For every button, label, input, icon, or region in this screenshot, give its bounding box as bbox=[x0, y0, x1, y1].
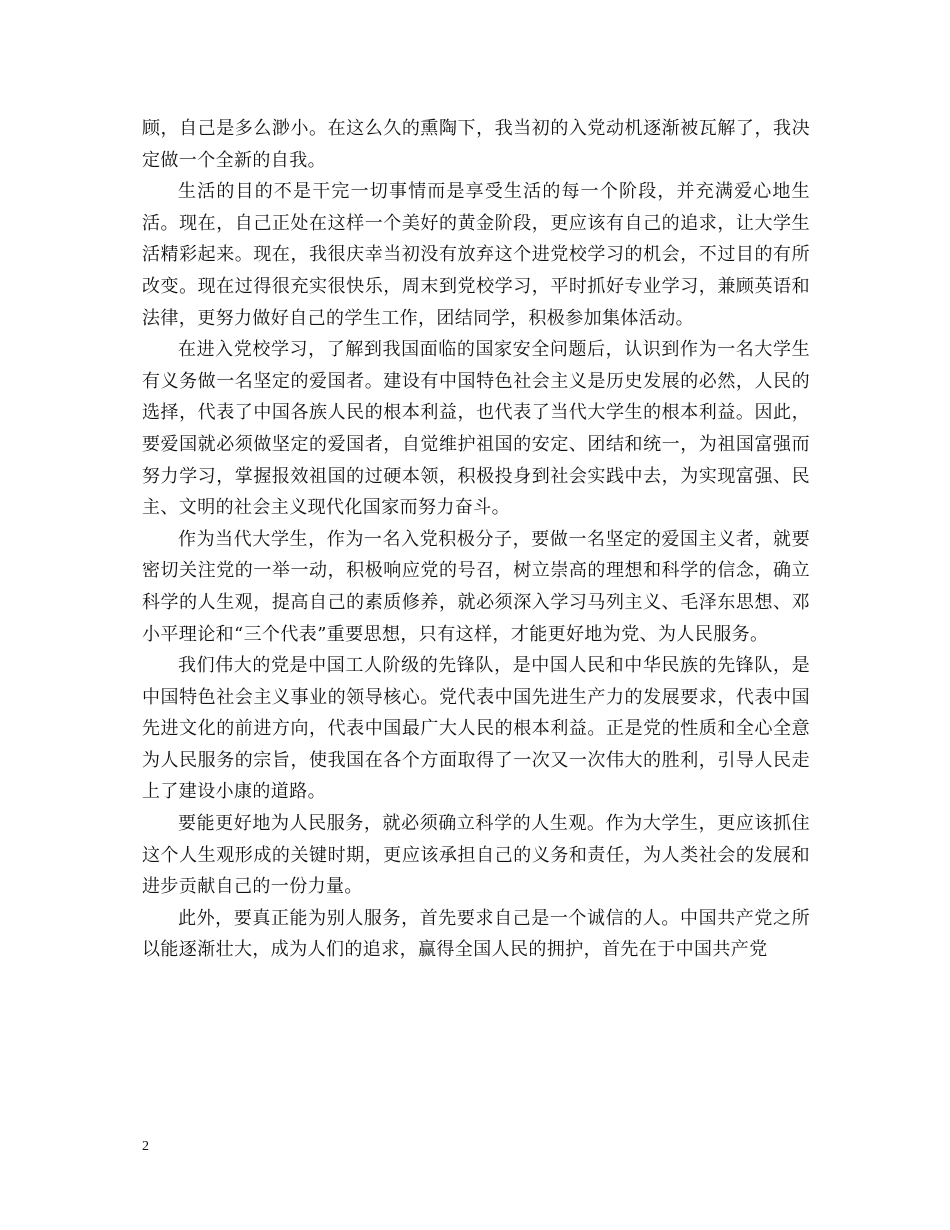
paragraph-6: 要能更好地为人民服务，就必须确立科学的人生观。作为大学生，更应该抓住这个人生观形成的关键时期，更应该承担自己的义务和责任，为人类社会的发展和进步贡献自己的一份力量。 bbox=[142, 813, 810, 898]
paragraph-7: 此外，要真正能为别人服务，首先要求自己是一个诚信的人。中国共产党之所以能逐渐壮大，成为人们的追求，赢得全国人民的拥护，首先在于中国共产党 bbox=[142, 907, 810, 961]
paragraph-4: 作为当代大学生，作为一名入党积极分子，要做一名坚定的爱国主义者，就要密切关注党的一举一动，积极响应党的号召，树立崇高的理想和科学的信念，确立科学的人生观，提高自己的素质修养，就必须深入学习马列主义、毛泽东思想、邓小平理论和“三个代表”重要思想，只有这样，才能更好地为党、为人民服务。 bbox=[142, 528, 810, 645]
paragraph-5: 我们伟大的党是中国工人阶级的先锋队，是中国人民和中华民族的先锋队，是中国特色社会主义事业的领导核心。党代表中国先进生产力的发展要求，代表中国先进文化的前进方向，代表中国最广大人民的根本利益。正是党的性质和全心全意为人民服务的宗旨，使我国在各个方面取得了一次又一次伟大的胜利，引导人民走上了建设小康的道路。 bbox=[142, 655, 810, 803]
paragraph-2: 生活的目的不是干完一切事情而是享受生活的每一个阶段，并充满爱心地生活。现在，自己正处在这样一个美好的黄金阶段，更应该有自己的追求，让大学生活精彩起来。现在，我很庆幸当初没有放弃这个进党校学习的机会，不过目的有所改变。现在过得很充实很快乐，周末到党校学习，平时抓好专业学习，兼顾英语和法律，更努力做好自己的学生工作，团结同学，积极参加集体活动。 bbox=[142, 181, 810, 329]
document-body bbox=[142, 113, 810, 966]
page-number: 2 bbox=[142, 1139, 149, 1154]
paragraph-1: 顾，自己是多么渺小。在这么久的熏陶下，我当初的入党动机逐渐被瓦解了，我决定做一个全新的自我。 bbox=[142, 118, 810, 171]
paragraph-3: 在进入党校学习，了解到我国面临的国家安全问题后，认识到作为一名大学生有义务做一名坚定的爱国者。建设有中国特色社会主义是历史发展的必然，人民的选择，代表了中国各族人民的根本利益，也代表了当代大学生的根本利益。因此，要爱国就必须做坚定的爱国者，自觉维护祖国的安定、团结和统一，为祖国富强而努力学习，掌握报效祖国的过硬本领，积极投身到社会实践中去，为实现富强、民主、文明的社会主义现代化国家而努力奋斗。 bbox=[142, 339, 810, 519]
